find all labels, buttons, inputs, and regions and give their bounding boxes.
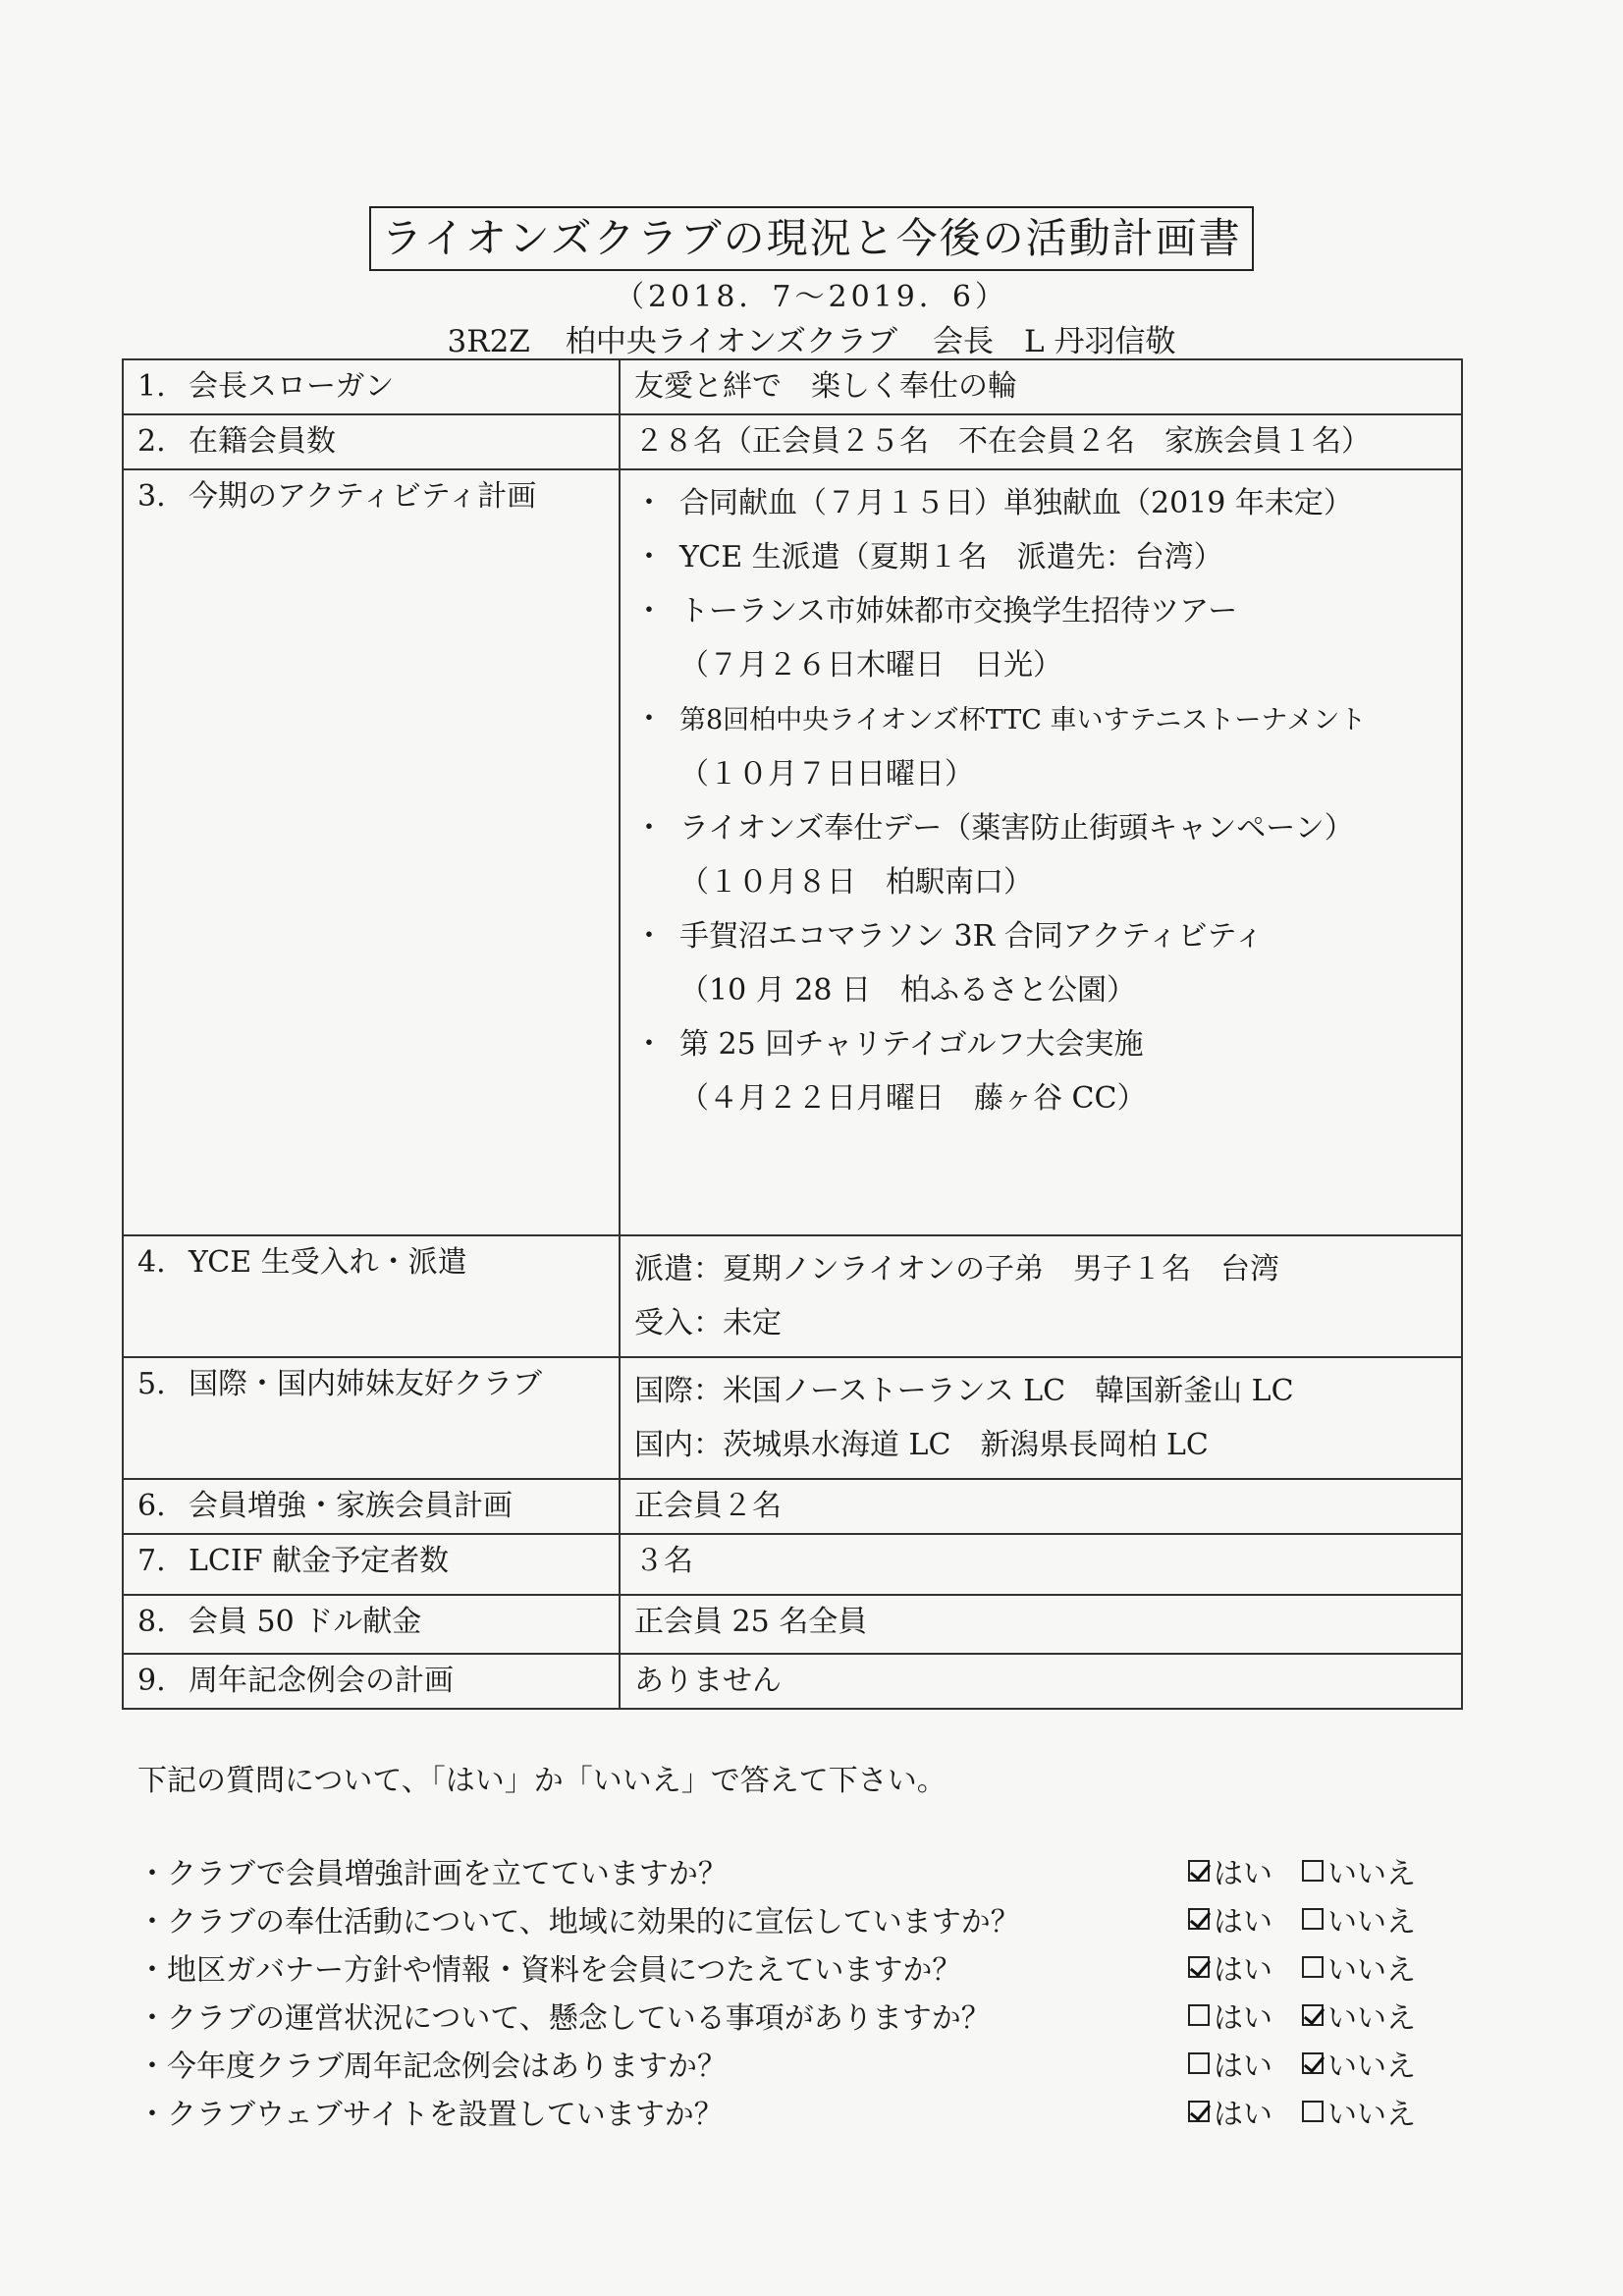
row-label: 会員 50 ドル献金 bbox=[189, 1605, 422, 1639]
row-number: 9. bbox=[137, 1664, 166, 1698]
yes-label: はい bbox=[1214, 1904, 1272, 1940]
list-item bbox=[634, 801, 1447, 909]
activity-sub: （10 月 28 日 柏ふるさと公園） bbox=[679, 973, 1136, 1008]
no-checkbox[interactable] bbox=[1302, 1860, 1324, 1882]
activity-sub: （７月２６日木曜日 日光） bbox=[679, 648, 1062, 683]
row-label: YCE 生受入れ・派遣 bbox=[189, 1245, 467, 1280]
activity-main: 合同献血（７月１５日）単独献血（2019 年未定） bbox=[679, 486, 1353, 520]
table-row bbox=[123, 1235, 1462, 1357]
row-label: 会員増強・家族会員計画 bbox=[189, 1489, 513, 1523]
question-row bbox=[137, 1991, 1463, 2039]
document-title: ライオンズクラブの現況と今後の活動計画書 bbox=[369, 206, 1253, 271]
row-value-line: 国内：茨城県水海道 LC 新潟県長岡柏 LC bbox=[634, 1428, 1209, 1462]
row-label: 今期のアクティビティ計画 bbox=[189, 479, 537, 514]
no-checkbox[interactable] bbox=[1302, 2101, 1324, 2122]
table-row bbox=[123, 1595, 1462, 1654]
activity-main: トーランス市姉妹都市交換学生招待ツアー bbox=[679, 594, 1238, 629]
yes-checkbox[interactable] bbox=[1188, 1956, 1210, 1978]
question-row bbox=[137, 1894, 1463, 1942]
yes-label: はい bbox=[1214, 2000, 1272, 2036]
no-checkbox[interactable] bbox=[1302, 1956, 1324, 1978]
row-label: 会長スローガン bbox=[189, 369, 395, 404]
no-label: いいえ bbox=[1327, 1856, 1416, 1891]
club-code: 3R2Z bbox=[447, 324, 530, 359]
row-number: 7. bbox=[137, 1544, 166, 1578]
list-item bbox=[634, 692, 1447, 801]
row-number: 6. bbox=[137, 1489, 166, 1523]
no-checkbox[interactable] bbox=[1302, 2052, 1324, 2074]
no-label: いいえ bbox=[1327, 1904, 1416, 1940]
question-text: ・クラブで会員増強計画を立てていますか？ bbox=[137, 1856, 728, 1891]
no-checkbox[interactable] bbox=[1302, 1908, 1324, 1930]
question-row bbox=[137, 2087, 1463, 2135]
list-item bbox=[634, 909, 1447, 1017]
instruction: 下記の質問について、「はい」か「いいえ」で答えて下さい。 bbox=[137, 1764, 947, 1798]
row-number: 3. bbox=[137, 479, 166, 514]
row-number: 2. bbox=[137, 424, 166, 459]
list-item bbox=[634, 1017, 1447, 1125]
activity-list bbox=[634, 476, 1447, 1125]
no-label: いいえ bbox=[1327, 1952, 1416, 1988]
row-value: ありません bbox=[620, 1654, 1462, 1709]
yes-checkbox[interactable] bbox=[1188, 2052, 1210, 2074]
plan-table bbox=[122, 358, 1463, 1710]
yes-label: はい bbox=[1214, 1952, 1272, 1988]
row-value-line: 受入：未定 bbox=[634, 1306, 782, 1340]
row-number: 5. bbox=[137, 1367, 166, 1401]
table-row bbox=[123, 1534, 1462, 1595]
row-value bbox=[620, 469, 1462, 1235]
list-item bbox=[634, 584, 1447, 692]
period: （2018．7～2019．6） bbox=[615, 280, 1008, 314]
question-row bbox=[137, 1942, 1463, 1991]
title-wrap bbox=[0, 206, 1623, 271]
question-text: ・地区ガバナー方針や情報・資料を会員につたえていますか？ bbox=[137, 1952, 962, 1988]
table-row bbox=[123, 1654, 1462, 1709]
table-row bbox=[123, 1479, 1462, 1534]
table-row bbox=[123, 1357, 1462, 1479]
question-text: ・クラブの奉仕活動について、地域に効果的に宣伝していますか？ bbox=[137, 1904, 1020, 1940]
row-number: 4. bbox=[137, 1245, 166, 1280]
question-list bbox=[137, 1846, 1463, 2135]
list-item bbox=[634, 476, 1447, 530]
row-value: 正会員２名 bbox=[620, 1479, 1462, 1534]
row-value-line: 国際：米国ノーストーランス LC 韓国新釜山 LC bbox=[634, 1374, 1294, 1408]
question-text: ・今年度クラブ周年記念例会はありますか？ bbox=[137, 2049, 727, 2084]
row-value: ２８名（正会員２５名 不在会員２名 家族会員１名） bbox=[620, 414, 1462, 469]
no-checkbox[interactable] bbox=[1302, 2004, 1324, 2026]
row-label: 周年記念例会の計画 bbox=[189, 1664, 454, 1698]
no-label: いいえ bbox=[1327, 2000, 1416, 2036]
row-value: 友愛と絆で 楽しく奉仕の輪 bbox=[620, 359, 1462, 414]
yes-label: はい bbox=[1214, 1856, 1272, 1891]
question-text: ・クラブウェブサイトを設置していますか？ bbox=[137, 2097, 724, 2132]
no-label: いいえ bbox=[1327, 2049, 1416, 2084]
row-label: LCIF 献金予定者数 bbox=[189, 1544, 450, 1578]
row-label: 在籍会員数 bbox=[189, 424, 336, 459]
row-number: 8. bbox=[137, 1605, 166, 1639]
club-name: 柏中央ライオンズクラブ bbox=[565, 324, 898, 359]
yes-label: はい bbox=[1214, 2097, 1272, 2132]
question-row bbox=[137, 2039, 1463, 2087]
activity-main: 手賀沼エコマラソン 3R 合同アクティビティ bbox=[679, 919, 1265, 954]
activity-main: YCE 生派遣（夏期１名 派遣先：台湾） bbox=[679, 540, 1223, 574]
table-row bbox=[123, 414, 1462, 469]
table-row bbox=[123, 359, 1462, 414]
yes-checkbox[interactable] bbox=[1188, 2101, 1210, 2122]
activity-main: 第 25 回チャリテイゴルフ大会実施 bbox=[679, 1027, 1144, 1062]
activity-sub: （４月２２日月曜日 藤ヶ谷 CC） bbox=[679, 1081, 1147, 1116]
row-number: 1. bbox=[137, 369, 166, 404]
yes-label: はい bbox=[1214, 2049, 1272, 2084]
activity-main: 第8回柏中央ライオンズ杯TTC 車いすテニストーナメント bbox=[679, 705, 1367, 736]
yes-checkbox[interactable] bbox=[1188, 1908, 1210, 1930]
yes-checkbox[interactable] bbox=[1188, 1860, 1210, 1882]
table-row bbox=[123, 469, 1462, 1235]
club-header bbox=[0, 316, 1623, 360]
row-value: ３名 bbox=[620, 1534, 1462, 1595]
row-label: 国際・国内姉妹友好クラブ bbox=[189, 1367, 542, 1401]
activity-sub: （１０月７日日曜日） bbox=[679, 757, 974, 792]
president: 会長 L 丹羽信敬 bbox=[933, 324, 1176, 359]
activity-sub: （１０月８日 柏駅南口） bbox=[679, 865, 1033, 900]
row-value: 正会員 25 名全員 bbox=[620, 1595, 1462, 1654]
question-row bbox=[137, 1846, 1463, 1894]
yes-checkbox[interactable] bbox=[1188, 2004, 1210, 2026]
activity-main: ライオンズ奉仕デー（薬害防止街頭キャンペーン） bbox=[679, 811, 1354, 846]
row-value-line: 派遣：夏期ノンライオンの子弟 男子１名 台湾 bbox=[634, 1252, 1279, 1286]
list-item bbox=[634, 530, 1447, 584]
no-label: いいえ bbox=[1327, 2097, 1416, 2132]
question-text: ・クラブの運営状況について、懸念している事項がありますか？ bbox=[137, 2000, 991, 2036]
